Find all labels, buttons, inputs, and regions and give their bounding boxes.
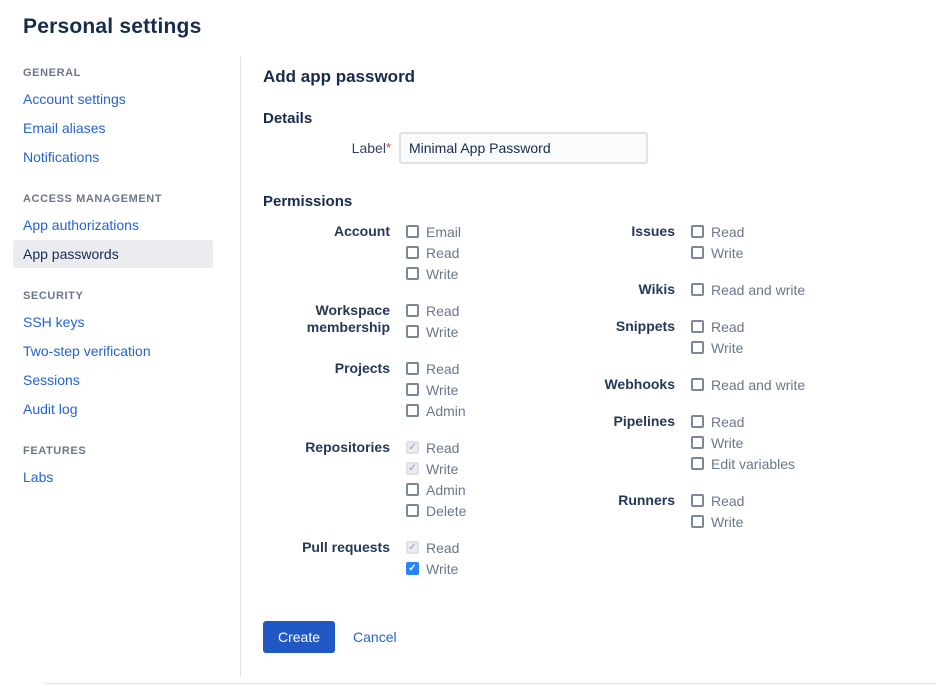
checkbox-icon [691,457,704,470]
permission-group-label: Pipelines [613,413,675,429]
label-field-caption [263,140,399,156]
details-heading: Details [263,110,313,127]
checkbox-runners-write[interactable] [691,511,744,532]
sidebar-section-security [23,290,222,423]
checkbox-icon [406,562,419,575]
permission-options [691,490,744,532]
checkbox-label: Delete [426,502,467,519]
checkbox-label: Admin [426,402,466,419]
checkbox-issues-write[interactable] [691,242,744,263]
checkbox-label: Write [711,339,744,356]
permissions-heading: Permissions [263,193,353,210]
permissions-grid [263,221,936,595]
permission-group-webhooks [563,374,805,395]
checkbox-icon [691,494,704,507]
permission-group-wikis [563,279,805,300]
permission-group-snippets [563,316,805,358]
checkbox-pipelines-read[interactable] [691,411,795,432]
checkbox-icon [691,341,704,354]
permission-options [406,300,459,342]
checkbox-icon [691,436,704,449]
checkbox-label: Email [426,223,462,240]
checkbox-repositories-write [406,458,466,479]
checkbox-repositories-read [406,437,466,458]
checkbox-icon [691,515,704,528]
checkbox-label: Read [426,302,460,319]
checkbox-icon [406,362,419,375]
permission-options [406,358,466,421]
checkbox-label: Write [426,560,459,577]
checkbox-icon [406,504,419,517]
checkbox-repositories-admin[interactable] [406,479,466,500]
permission-options [691,279,805,300]
sidebar-section-heading: ACCESS MANAGEMENT [23,193,163,205]
checkbox-icon [406,267,419,280]
permission-group-label: Account [334,223,390,239]
main-panel [241,57,936,677]
sidebar-item-notifications[interactable]: Notifications [23,149,100,165]
sidebar [0,57,241,677]
checkbox-projects-write[interactable] [406,379,466,400]
checkbox-account-write[interactable] [406,263,461,284]
checkbox-snippets-read[interactable] [691,316,744,337]
permission-group-runners [563,490,805,532]
permission-group-pull-requests [263,537,563,579]
checkbox-label: Read [426,244,460,261]
checkbox-icon [406,462,419,475]
sidebar-section-features [23,445,222,491]
permission-group-projects [263,358,563,421]
footer-divider [45,683,936,684]
checkbox-icon [691,225,704,238]
sidebar-section-general [23,67,222,171]
checkbox-label: Write [426,381,459,398]
checkbox-workspace-membership-write[interactable] [406,321,459,342]
checkbox-icon [406,246,419,259]
checkbox-pull-requests-read [406,537,459,558]
checkbox-icon [406,541,419,554]
form-title: Add app password [263,67,416,86]
checkbox-label: Read [711,223,745,240]
layout [0,57,936,677]
checkbox-runners-read[interactable] [691,490,744,511]
permission-options [691,221,744,263]
checkbox-pull-requests-write[interactable] [406,558,459,579]
sidebar-item-email-aliases[interactable]: Email aliases [23,120,106,136]
checkbox-label: Read [426,360,460,377]
permission-group-label: Workspace membership [306,302,390,335]
sidebar-item-two-step-verification[interactable]: Two-step verification [23,343,151,359]
create-button[interactable]: Create [263,621,335,653]
sidebar-section-heading: SECURITY [23,290,84,302]
checkbox-projects-read[interactable] [406,358,466,379]
checkbox-icon [691,378,704,391]
checkbox-icon [406,404,419,417]
form-actions [263,621,936,653]
sidebar-item-app-authorizations[interactable]: App authorizations [23,217,139,233]
sidebar-item-sessions[interactable]: Sessions [23,372,80,388]
permission-group-workspace-membership [263,300,563,342]
checkbox-icon [691,320,704,333]
checkbox-label: Write [711,434,744,451]
checkbox-label: Read [711,413,745,430]
checkbox-icon [406,441,419,454]
checkbox-pipelines-write[interactable] [691,432,795,453]
checkbox-icon [691,283,704,296]
checkbox-wikis-read-and-write[interactable] [691,279,805,300]
checkbox-repositories-delete[interactable] [406,500,466,521]
permission-group-label: Repositories [305,439,390,455]
permission-options [691,374,805,395]
sidebar-item-labs[interactable]: Labs [23,469,54,485]
checkbox-label: Admin [426,481,466,498]
permission-group-label: Runners [618,492,675,508]
permission-group-label: Wikis [638,281,675,297]
checkbox-label: Read [711,492,745,509]
checkbox-icon [406,483,419,496]
sidebar-item-account-settings[interactable]: Account settings [23,91,126,107]
checkbox-icon [691,415,704,428]
checkbox-icon [406,304,419,317]
sidebar-item-audit-log[interactable]: Audit log [23,401,78,417]
permission-group-account [263,221,563,284]
permission-group-label: Projects [334,360,390,376]
label-input[interactable] [399,132,648,164]
checkbox-label: Write [426,460,459,477]
permission-options [406,537,459,579]
permissions-column-right [563,221,805,595]
sidebar-item-app-passwords[interactable]: App passwords [13,240,213,268]
permission-options [406,221,461,284]
page-title: Personal settings [23,15,202,38]
label-text: Label [351,140,386,156]
permission-group-label: Snippets [615,318,675,334]
sidebar-section-heading: FEATURES [23,445,87,457]
permission-options [691,316,744,358]
checkbox-icon [406,225,419,238]
checkbox-label: Write [426,323,459,340]
required-asterisk: * [385,140,391,155]
sidebar-item-ssh-keys[interactable]: SSH keys [23,314,85,330]
checkbox-label: Write [711,513,744,530]
checkbox-icon [691,246,704,259]
checkbox-icon [406,383,419,396]
label-form-row [263,132,936,164]
checkbox-label: Write [426,265,459,282]
permission-group-repositories [263,437,563,521]
checkbox-label: Edit variables [711,455,796,472]
checkbox-label: Read and write [711,281,806,298]
permission-options [406,437,466,521]
permissions-column-left [263,221,563,595]
checkbox-icon [406,325,419,338]
checkbox-projects-admin[interactable] [406,400,466,421]
sidebar-section-heading: GENERAL [23,67,81,79]
checkbox-workspace-membership-read[interactable] [406,300,459,321]
checkbox-pipelines-edit-variables[interactable] [691,453,795,474]
checkbox-label: Read and write [711,376,806,393]
checkbox-account-read[interactable] [406,242,461,263]
sidebar-section-access-management [23,193,222,268]
permission-group-pipelines [563,411,805,474]
checkbox-account-email[interactable] [406,221,461,242]
checkbox-webhooks-read-and-write[interactable] [691,374,805,395]
checkbox-label: Read [426,439,460,456]
permission-group-issues [563,221,805,263]
checkbox-issues-read[interactable] [691,221,744,242]
cancel-link[interactable]: Cancel [353,629,397,645]
checkbox-label: Write [711,244,744,261]
permission-options [691,411,795,474]
permission-group-label: Webhooks [604,376,675,392]
checkbox-label: Read [711,318,745,335]
permission-group-label: Pull requests [302,539,390,555]
checkbox-snippets-write[interactable] [691,337,744,358]
permission-group-label: Issues [631,223,675,239]
checkbox-label: Read [426,539,460,556]
